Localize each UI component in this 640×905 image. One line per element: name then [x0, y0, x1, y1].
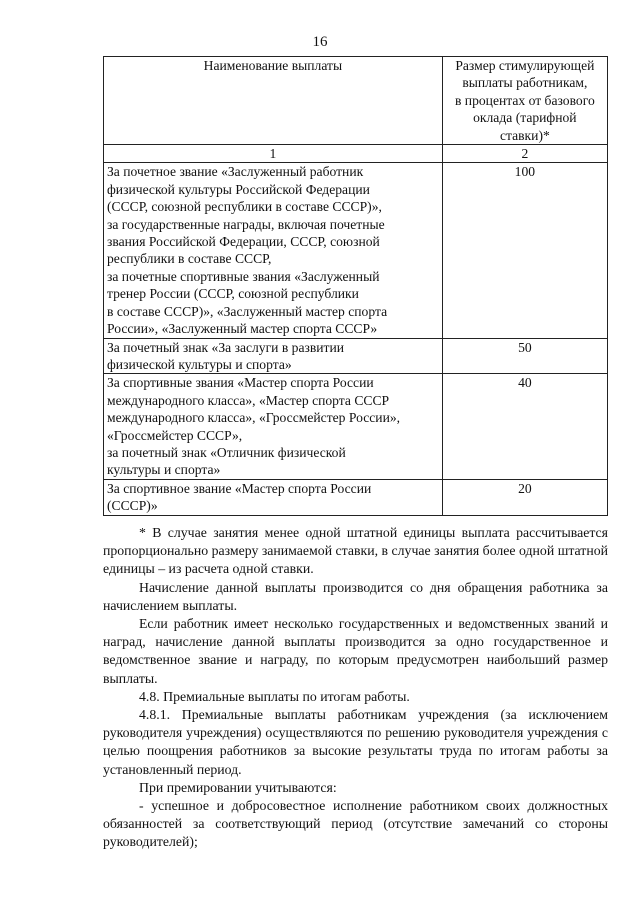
cell-line: (СССР)»	[107, 498, 158, 514]
header-size-line: выплаты работникам,	[462, 75, 588, 91]
cell-line: физической культуры Российской Федерации	[107, 181, 370, 197]
table-row	[104, 338, 608, 374]
page-number: 16	[312, 34, 328, 50]
table-row	[104, 479, 608, 515]
cell-line: звания Российской Федерации, СССР, союзной	[107, 234, 380, 250]
table-header-row	[104, 57, 608, 145]
cell-line: тренер России (СССР, союзной республики	[107, 286, 359, 302]
cell-line: республики в составе СССР,	[107, 251, 272, 267]
payment-percent-cell: 20	[442, 479, 607, 515]
body-text	[103, 524, 608, 852]
header-size-line: ставки)*	[499, 127, 550, 143]
payment-name-cell	[104, 374, 443, 479]
payments-table	[103, 56, 608, 516]
header-payment-size	[442, 57, 607, 145]
cell-line: За спортивное звание «Мастер спорта России	[107, 480, 372, 496]
list-item: - успешное и добросовестное исполнение работником своих должностных обязанностей за соответствующий период (отсутствие замечаний со стороны руководителей);	[103, 798, 608, 850]
cell-line: культуры и спорта»	[107, 462, 221, 478]
paragraph: 4.8.1. Премиальные выплаты работникам учреждения (за исключением руководителя учреждения) осуществляются по решению руководителя учреждения с целью поощрения работников за высокие результаты труда по итогам работы за установленный период.	[103, 707, 608, 777]
section-heading: 4.8. Премиальные выплаты по итогам работы.	[139, 688, 410, 704]
payment-name-cell	[104, 338, 443, 374]
cell-line: международного класса», «Гроссмейстер России»,	[107, 410, 401, 426]
cell-line: За спортивные звания «Мастер спорта России	[107, 375, 374, 391]
header-size-line: оклада (тарифной	[473, 110, 577, 126]
cell-line: России», «Заслуженный мастер спорта СССР»	[107, 321, 378, 337]
paragraph: При премировании учитываются:	[139, 779, 337, 795]
paragraph: Если работник имеет несколько государственных и ведомственных званий и наград, начисление данной выплаты производится за одно государственное и ведомственное звание и награду, по которым предусмотрен наибольший размер выплаты.	[103, 616, 608, 686]
paragraph: Начисление данной выплаты производится со дня обращения работника за начислением выплаты.	[103, 579, 608, 613]
cell-line: за почетный знак «Отличник физической	[107, 444, 346, 460]
cell-line: (СССР, союзной республики в составе СССР)»,	[107, 199, 382, 215]
cell-line: за почетные спортивные звания «Заслуженный	[107, 268, 380, 284]
payment-percent-cell: 40	[442, 374, 607, 479]
footnote-paragraph: * В случае занятия менее одной штатной единицы выплата рассчитывается пропорционально размеру занимаемой ставки, в случае занятия более одной штатной единицы – из расчета одной ставки.	[103, 525, 608, 577]
header-size-line: в процентах от базового	[454, 92, 595, 108]
header-size-line: Размер стимулирующей	[455, 58, 595, 73]
cell-line: физической культуры и спорта»	[107, 356, 292, 372]
cell-line: международного класса», «Мастер спорта СССР	[107, 392, 390, 408]
table-row	[104, 163, 608, 338]
cell-line: в составе СССР)», «Заслуженный мастер спорта	[107, 303, 388, 319]
cell-line: за государственные награды, включая почетные	[107, 216, 385, 232]
payment-name-cell	[104, 163, 443, 338]
payment-percent-cell: 50	[442, 338, 607, 374]
payment-percent-cell: 100	[442, 163, 607, 338]
cell-line: За почетный знак «За заслуги в развитии	[107, 339, 345, 355]
table-row	[104, 374, 608, 479]
cell-line: «Гроссмейстер СССР»,	[107, 427, 243, 443]
column-number-row	[104, 145, 608, 163]
payment-name-cell	[104, 479, 443, 515]
cell-line: За почетное звание «Заслуженный работник	[107, 164, 364, 180]
header-payment-name: Наименование выплаты	[104, 57, 443, 145]
column-number: 2	[442, 145, 607, 163]
column-number: 1	[104, 145, 443, 163]
